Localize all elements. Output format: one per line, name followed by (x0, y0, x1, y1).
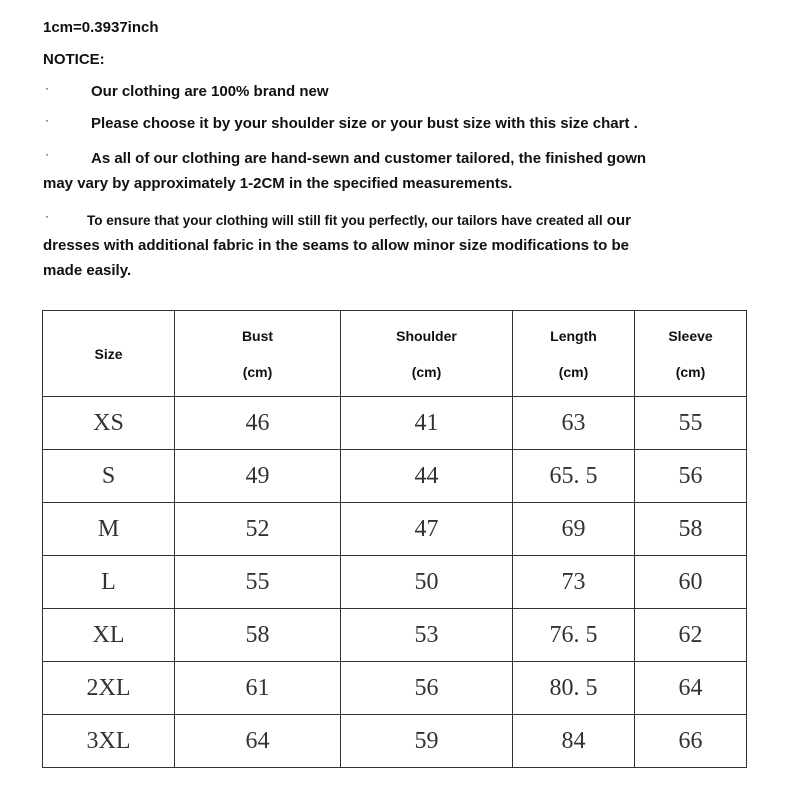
size-chart-table (42, 310, 747, 768)
notice-text-continued: may vary by approximately 1-2CM in the specified measurements. (43, 175, 513, 192)
notice-section (43, 18, 743, 283)
table-row (43, 450, 747, 503)
cell-sleeve: 66 (635, 715, 747, 768)
cell-sleeve: 62 (635, 609, 747, 662)
bullet-icon: · (45, 209, 49, 223)
cell-length: 65. 5 (513, 450, 635, 503)
header-bust: Bust (cm) (175, 311, 341, 397)
cell-shoulder: 44 (341, 450, 513, 503)
notice-text-continued: dresses with additional fabric in the seams to allow minor size modifications to be (43, 237, 629, 254)
cell-size: 3XL (43, 715, 175, 768)
cell-bust: 49 (175, 450, 341, 503)
header-size: Size (43, 311, 175, 397)
cell-length: 76. 5 (513, 609, 635, 662)
header-shoulder: Shoulder (cm) (341, 311, 513, 397)
notice-item-size-choice (43, 114, 743, 134)
unit-conversion: 1cm=0.3937inch (43, 19, 159, 36)
notice-label: NOTICE: (43, 51, 105, 68)
cell-size: M (43, 503, 175, 556)
cell-size: XS (43, 397, 175, 450)
cell-sleeve: 55 (635, 397, 747, 450)
table-row (43, 397, 747, 450)
cell-shoulder: 59 (341, 715, 513, 768)
cell-size: 2XL (43, 662, 175, 715)
cell-sleeve: 60 (635, 556, 747, 609)
table-row (43, 609, 747, 662)
table-row (43, 662, 747, 715)
cell-shoulder: 50 (341, 556, 513, 609)
table-row (43, 503, 747, 556)
cell-bust: 55 (175, 556, 341, 609)
notice-item-fit (43, 208, 743, 283)
cell-shoulder: 41 (341, 397, 513, 450)
header-length: Length (cm) (513, 311, 635, 397)
cell-length: 69 (513, 503, 635, 556)
cell-size: L (43, 556, 175, 609)
table-row (43, 715, 747, 768)
cell-shoulder: 56 (341, 662, 513, 715)
bullet-icon: · (45, 147, 49, 161)
notice-text: Our clothing are 100% brand new (91, 83, 329, 100)
notice-text-small: To ensure that your clothing will still fit you perfectly, our tailors have created all (87, 213, 603, 228)
notice-item-tailored (43, 146, 743, 196)
cell-length: 63 (513, 397, 635, 450)
cell-sleeve: 56 (635, 450, 747, 503)
notice-text: As all of our clothing are hand-sewn and customer tailored, the finished gown (91, 150, 647, 167)
notice-text (43, 208, 743, 233)
cell-bust: 46 (175, 397, 341, 450)
cell-bust: 58 (175, 609, 341, 662)
notice-text: Please choose it by your shoulder size or your bust size with this size chart . (91, 115, 638, 132)
table-row (43, 556, 747, 609)
cell-bust: 64 (175, 715, 341, 768)
cell-size: S (43, 450, 175, 503)
cell-shoulder: 47 (341, 503, 513, 556)
bullet-icon: · (45, 81, 49, 95)
cell-shoulder: 53 (341, 609, 513, 662)
notice-text-end: our (602, 212, 631, 229)
cell-bust: 52 (175, 503, 341, 556)
cell-size: XL (43, 609, 175, 662)
header-sleeve: Sleeve (cm) (635, 311, 747, 397)
cell-sleeve: 64 (635, 662, 747, 715)
cell-length: 73 (513, 556, 635, 609)
notice-text-continued: made easily. (43, 262, 132, 279)
table-header-row (43, 311, 747, 397)
cell-sleeve: 58 (635, 503, 747, 556)
cell-bust: 61 (175, 662, 341, 715)
cell-length: 84 (513, 715, 635, 768)
notice-item-brand-new (43, 82, 743, 102)
bullet-icon: · (45, 113, 49, 127)
cell-length: 80. 5 (513, 662, 635, 715)
